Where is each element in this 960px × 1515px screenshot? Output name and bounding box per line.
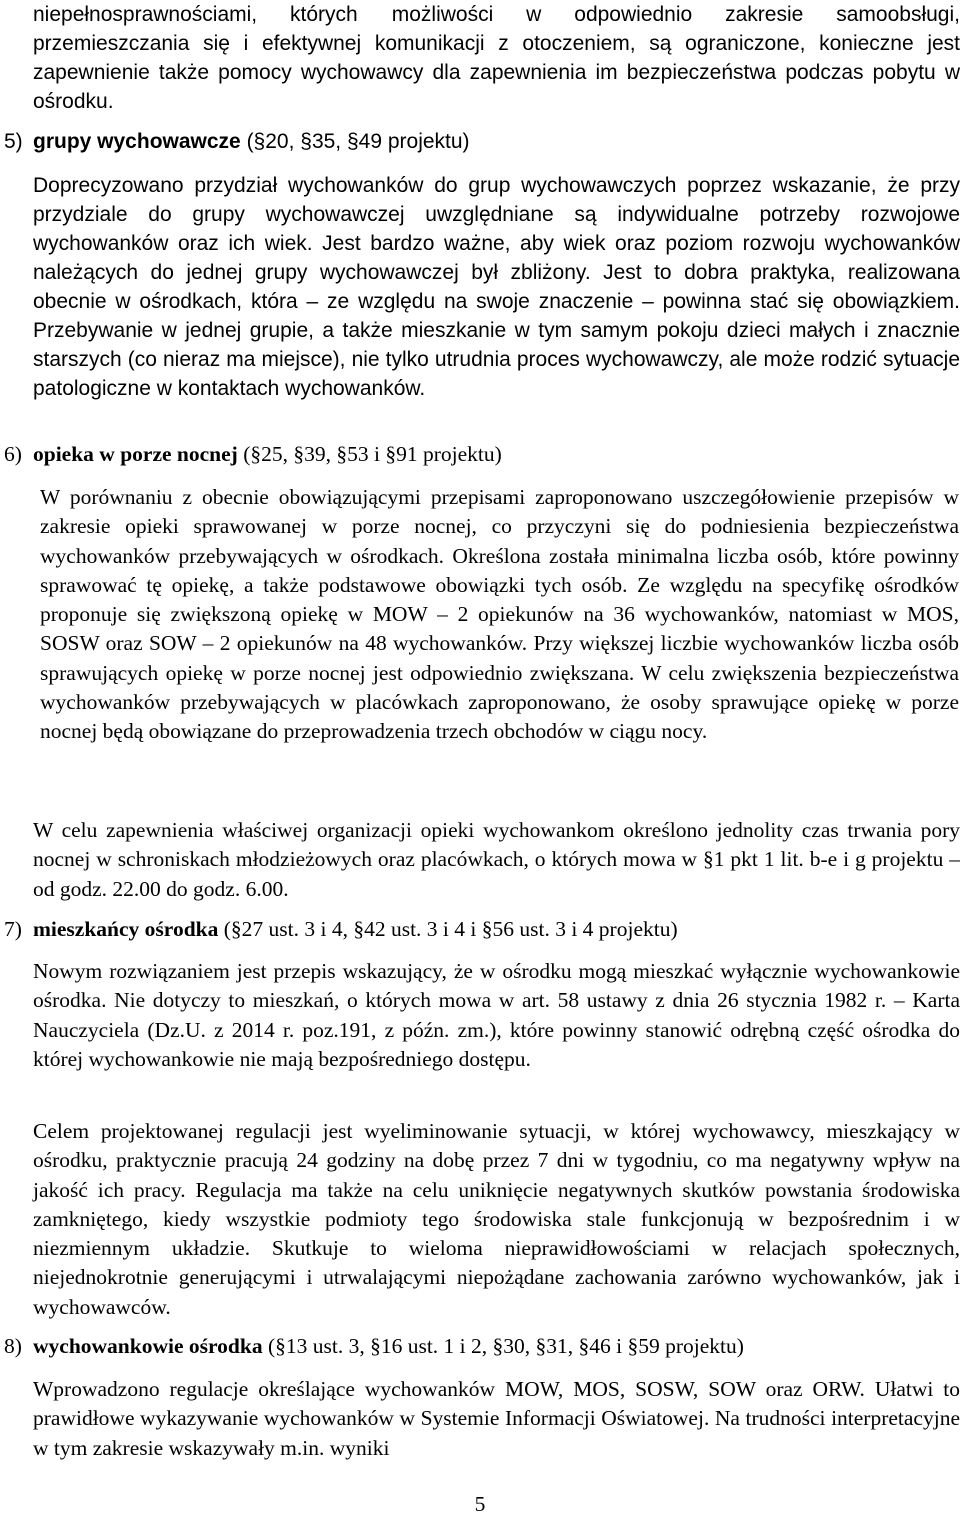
section-5-body (33, 171, 960, 403)
section-refs: (§25, §39, §53 i §91 projektu) (237, 442, 502, 466)
section-refs: (§20, §35, §49 projektu) (240, 130, 470, 153)
section-heading-5 (0, 127, 960, 156)
section-number: 5) (4, 130, 23, 153)
intro-paragraph (33, 0, 960, 116)
section-6-body-2 (33, 816, 960, 904)
section-title: opieka w porze nocnej (33, 442, 238, 466)
section-7-body-2 (33, 1117, 960, 1322)
section-heading-8 (0, 1332, 960, 1362)
section-paragraph: W porównaniu z obecnie obowiązującymi przepisami zaproponowano uszczegółowienie przepisów w zakresie opieki sprawowanej w porze nocnej, co przyczyni się do podniesienia bezpieczeństwa wychowanków przebywających w ośrodkach. Określona została minimalna liczba osób, które powinny sprawować tę opiekę, a także podstawowe obowiązki tych osób. Ze względu na specyfikę ośrodków proponuje się zwiększoną opiekę w MOW – 2 opiekunów na 36 wychowanków, natomiast w MOS, SOSW oraz SOW – 2 opiekunów na 48 wychowanków. Przy większej liczbie wychowanków liczba osób sprawujących opiekę w porze nocnej jest odpowiednio zwiększana. W celu zwiększenia bezpieczeństwa wychowanków przebywających w placówkach zaproponowano, że osoby sprawujące opiekę w porze nocnej będą obowiązane do przeprowadzenia trzech obchodów w ciągu nocy. (40, 485, 959, 744)
intro-text-rest: możliwości w odpowiednio zakresie samoobsługi, przemieszczania się i efektywnej komunikacji z otoczeniem, są ograniczone, konieczne jest zapewnienie także pomocy wychowawcy dla zapewnienia im bezpieczeństwa podczas pobytu w ośrodku. (33, 3, 960, 113)
intro-text (33, 0, 960, 116)
intro-text-start: niepełnosprawnościami, których (33, 3, 358, 26)
page-number: 5 (474, 1492, 486, 1515)
section-title: wychowankowie ośrodka (33, 1334, 263, 1358)
section-heading-7 (0, 915, 960, 945)
section-paragraph: Doprecyzowano przydział wychowanków do grup wychowawczych poprzez wskazanie, że przy przydziale do grupy wychowawczej uwzględniane są indywidualne potrzeby rozwojowe wychowanków oraz ich wiek. Jest bardzo ważne, aby wiek oraz poziom rozwoju wychowanków należących do jednej grupy wychowawczej był zbliżony. Jest to dobra praktyka, realizowana obecnie w ośrodkach, która – ze względu na swoje znaczenie – powinna stać się obowiązkiem. Przebywanie w jednej grupie, a także mieszkanie w tym samym pokoju dzieci małych i znacznie starszych (co nieraz ma miejsce), nie tylko utrudnia proces wychowawczy, ale może rodzić sytuacje patologiczne w kontaktach wychowanków. (33, 174, 960, 400)
section-refs: (§13 ust. 3, §16 ust. 1 i 2, §30, §31, §46 i §59 projektu) (262, 1334, 744, 1358)
section-refs: (§27 ust. 3 i 4, §42 ust. 3 i 4 i §56 ust. 3 i 4 projektu) (218, 917, 678, 941)
section-8-body (33, 1375, 960, 1463)
section-number: 6) (4, 442, 22, 466)
section-7-body-1 (33, 957, 960, 1074)
section-6-body-1 (40, 483, 959, 747)
section-paragraph: Nowym rozwiązaniem jest przepis wskazujący, że w ośrodku mogą mieszkać wyłącznie wychowankowie ośrodka. Nie dotyczy to mieszkań, o których mowa w art. 58 ustawy z dnia 26 stycznia 1982 r. – Karta Nauczyciela (Dz.U. z 2014 r. poz.191, z późn. zm.), które powinny stanowić odrębną część ośrodka do której wychowankowie nie mają bezpośredniego dostępu. (33, 959, 960, 1071)
section-paragraph: W celu zapewnienia właściwej organizacji opieki wychowankom określono jednolity czas trwania pory nocnej w schroniskach młodzieżowych oraz placówkach, o których mowa w §1 pkt 1 lit. b-e i g projektu – od godz. 22.00 do godz. 6.00. (33, 818, 960, 901)
section-title: mieszkańcy ośrodka (33, 917, 219, 941)
section-title: grupy wychowawcze (33, 130, 241, 153)
section-number: 7) (4, 917, 22, 941)
section-heading-6 (0, 440, 960, 470)
section-paragraph: Wprowadzono regulacje określające wychowanków MOW, MOS, SOSW, SOW oraz ORW. Ułatwi to prawidłowe wykazywanie wychowanków w Systemie Informacji Oświatowej. Na trudności interpretacyjne w tym zakresie wskazywały m.in. wyniki (33, 1377, 960, 1460)
section-paragraph: Celem projektowanej regulacji jest wyeliminowanie sytuacji, w której wychowawcy, mieszkający w ośrodku, praktycznie pracują 24 godziny na dobę przez 7 dni w tygodniu, co ma negatywny wpływ na jakość ich pracy. Regulacja ma także na celu uniknięcie negatywnych skutków powstania środowiska zamkniętego, kiedy wszystkie podmioty tego środowiska stale funkcjonują w bezpośrednim i w niezmiennym układzie. Skutkuje to wieloma nieprawidłowościami w relacjach społecznych, niejednokrotnie generującymi i utrwalającymi niepożądane zachowania zarówno wychowanków, jak i wychowawców. (33, 1119, 960, 1319)
section-number: 8) (4, 1334, 22, 1358)
